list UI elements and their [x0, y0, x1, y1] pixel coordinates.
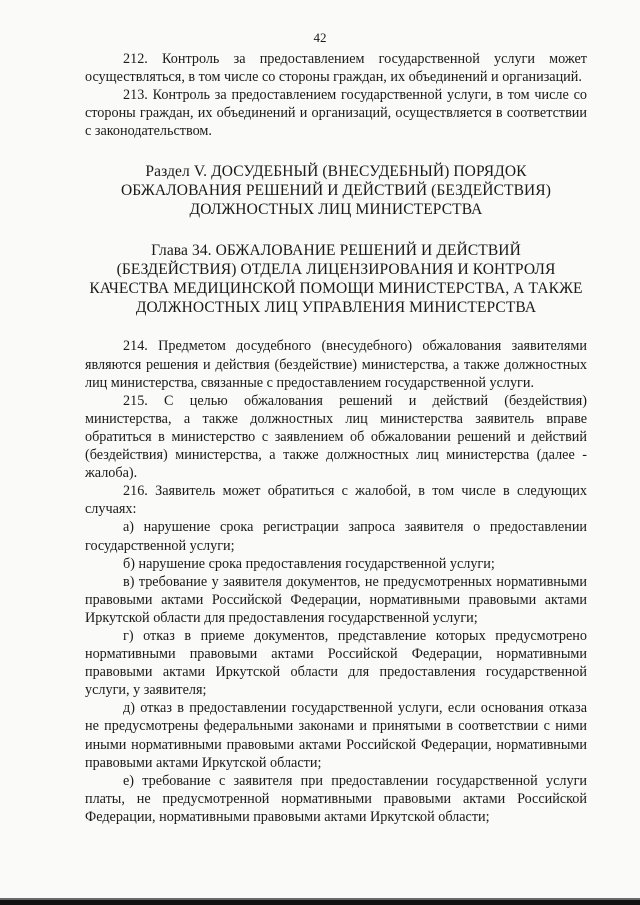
section-heading: [85, 162, 587, 219]
chapter-heading: [85, 241, 587, 317]
case-item-d: д) отказ в предоставлении государственной услуги, если основания отказа не предусмотрены федеральными законами и принятыми в соответствии с ними иными нормативными правовыми актами Российской Федерации, нормативными правовыми актами Иркутской области;: [85, 700, 587, 771]
paragraph-216: 216. Заявитель может обратиться с жалобой, в том числе в следующих случаях:: [85, 483, 587, 518]
page-number: 42: [313, 30, 327, 45]
case-item-b: б) нарушение срока предоставления государственной услуги;: [123, 555, 495, 572]
paragraph-214: 214. Предметом досудебного (внесудебного) обжалования заявителями являются решения и действия (бездействие) министерства, а также должностных лиц министерства, связанные с предоставлением государственной услуги.: [85, 338, 587, 391]
document-body: [85, 50, 587, 826]
case-item-v: в) требование у заявителя документов, не предусмотренных нормативными правовыми актами Российской Федерации, нормативными правовыми актами Иркутской области для предоставления государственной услуги;: [85, 573, 587, 626]
scan-edge-border: [0, 900, 640, 905]
section-heading-line: ОБЖАЛОВАНИЯ РЕШЕНИЙ И ДЕЙСТВИЙ (БЕЗДЕЙСТВИЯ): [120, 182, 552, 200]
chapter-heading-line: ДОЛЖНОСТНЫХ ЛИЦ УПРАВЛЕНИЯ МИНИСТЕРСТВА: [135, 299, 537, 317]
paragraph-213: 213. Контроль за предоставлением государственной услуги, в том числе со стороны граждан, их объединений и организаций, осуществляется в соответствии с законодательством.: [85, 87, 587, 140]
paragraph-212: 212. Контроль за предоставлением государственной услуги может осуществляться, в том числе со стороны граждан, их объединений и организаций.: [85, 51, 587, 86]
chapter-heading-line: (БЕЗДЕЙСТВИЯ) ОТДЕЛА ЛИЦЕНЗИРОВАНИЯ И КОНТРОЛЯ: [116, 261, 556, 279]
paragraph-215: 215. С целью обжалования решений и действий (бездействия) министерства, а также должностных лиц министерства заявитель вправе обратиться в министерство с заявлением об обжаловании решений и действий (бездействия) министерства, а также должностных лиц министерства (далее - жалоба).: [85, 392, 587, 482]
chapter-heading-line: КАЧЕСТВА МЕДИЦИНСКОЙ ПОМОЩИ МИНИСТЕРСТВА, А ТАКЖЕ: [89, 280, 583, 298]
section-heading-line: ДОЛЖНОСТНЫХ ЛИЦ МИНИСТЕРСТВА: [189, 201, 483, 219]
section-heading-line: Раздел V. ДОСУДЕБНЫЙ (ВНЕСУДЕБНЫЙ) ПОРЯДОК: [145, 163, 527, 181]
chapter-heading-line: Глава 34. ОБЖАЛОВАНИЕ РЕШЕНИЙ И ДЕЙСТВИЙ: [151, 242, 521, 260]
case-item-g: г) отказ в приеме документов, представление которых предусмотрено нормативными правовыми актами Российской Федерации, нормативными правовыми актами Иркутской области для предоставления государственной услуги, у заявителя;: [85, 627, 587, 699]
case-item-e: е) требование с заявителя при предоставлении государственной услуги платы, не предусмотренной нормативными правовыми актами Российской Федерации, нормативными правовыми актами Иркутской области;: [85, 772, 587, 825]
case-item-a: а) нарушение срока регистрации запроса заявителя о предоставлении государственной услуги;: [85, 519, 587, 554]
